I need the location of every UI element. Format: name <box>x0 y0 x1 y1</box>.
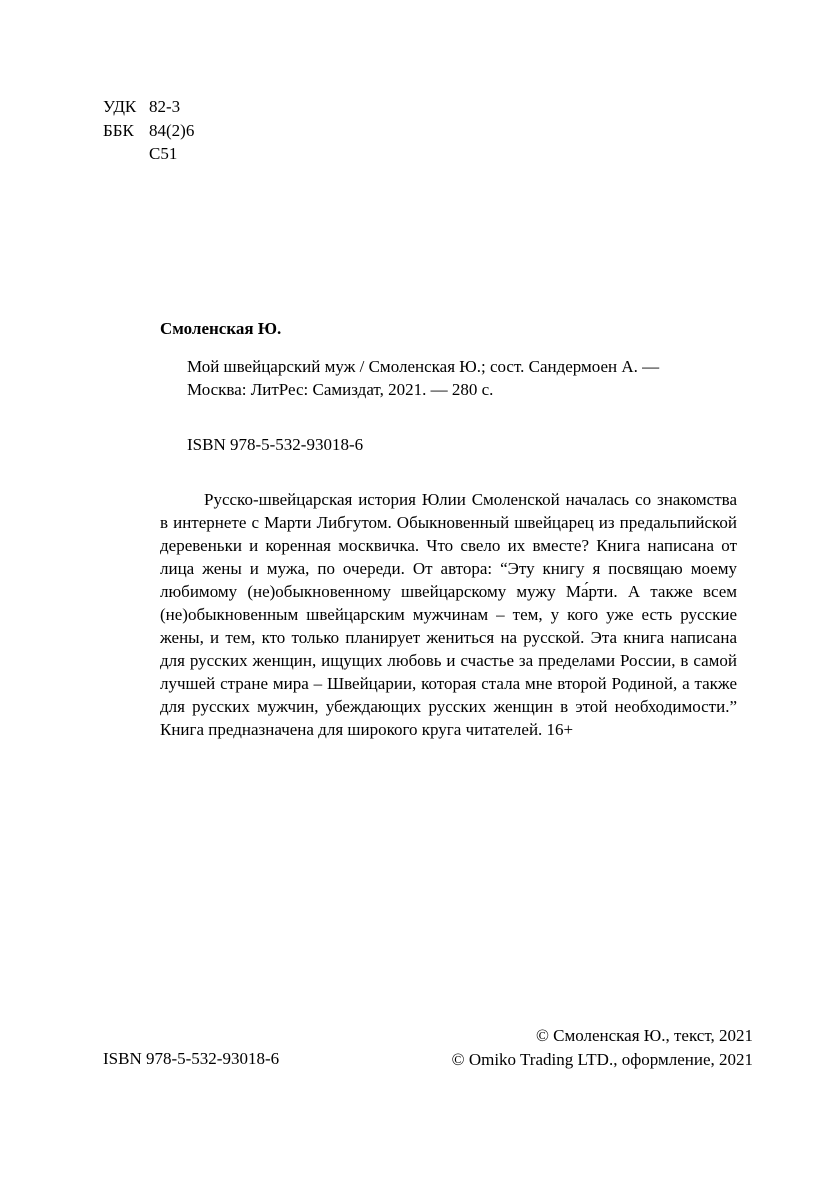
udk-row <box>103 95 194 119</box>
udk-label: УДК <box>103 97 137 116</box>
annotation-paragraph: Русско-швейцарская история Юлии Смоленской началась со знакомства в интернете с Марти Либгутом. Обыкновенный швейцарец из предальпийской деревеньки и коренная москвичка. Что свело их вместе? Книга написана от лица жены и мужа, по очереди. От автора: “Эту книгу я посвящаю моему любимому (не)обыкновенному швейцарскому мужу Ма́рти. А также всем (не)обыкновенным швейцарским мужчинам – тем, у кого уже есть русские жены, и тем, кто только планирует жениться на русской. Эта книга написана для русских женщин, ищущих любовь и счастье за пределами России, в самой лучшей стране мира – Швейцарии, которая стала мне второй Родиной, а также для русских мужчин, убеждающих русских женщин в этой необходимости.” Книга предназначена для широкого круга читателей. 16+ <box>160 490 737 739</box>
copyright-block <box>452 1024 753 1071</box>
bbk-row <box>103 119 194 143</box>
copyright-design: © Omiko Trading LTD., оформление, 2021 <box>451 1049 753 1069</box>
bibliographic-entry: Мой швейцарский муж / Смоленская Ю.; сост. Сандермоен А. — Москва: ЛитРес: Самиздат, 2021. — 280 с. <box>187 357 660 399</box>
isbn-main: ISBN 978-5-532-93018-6 <box>187 435 364 454</box>
author-mark: С51 <box>149 144 178 163</box>
footer-isbn: ISBN 978-5-532-93018-6 <box>103 1049 280 1068</box>
classification-block <box>103 95 194 166</box>
bbk-value: 84(2)6 <box>149 120 195 140</box>
udk-value: 82-3 <box>149 97 181 116</box>
copyright-author: © Смоленская Ю., текст, 2021 <box>535 1026 753 1045</box>
bbk-label: ББК <box>103 120 134 140</box>
author-heading: Смоленская Ю. <box>160 319 282 338</box>
author-mark-row <box>103 142 194 166</box>
